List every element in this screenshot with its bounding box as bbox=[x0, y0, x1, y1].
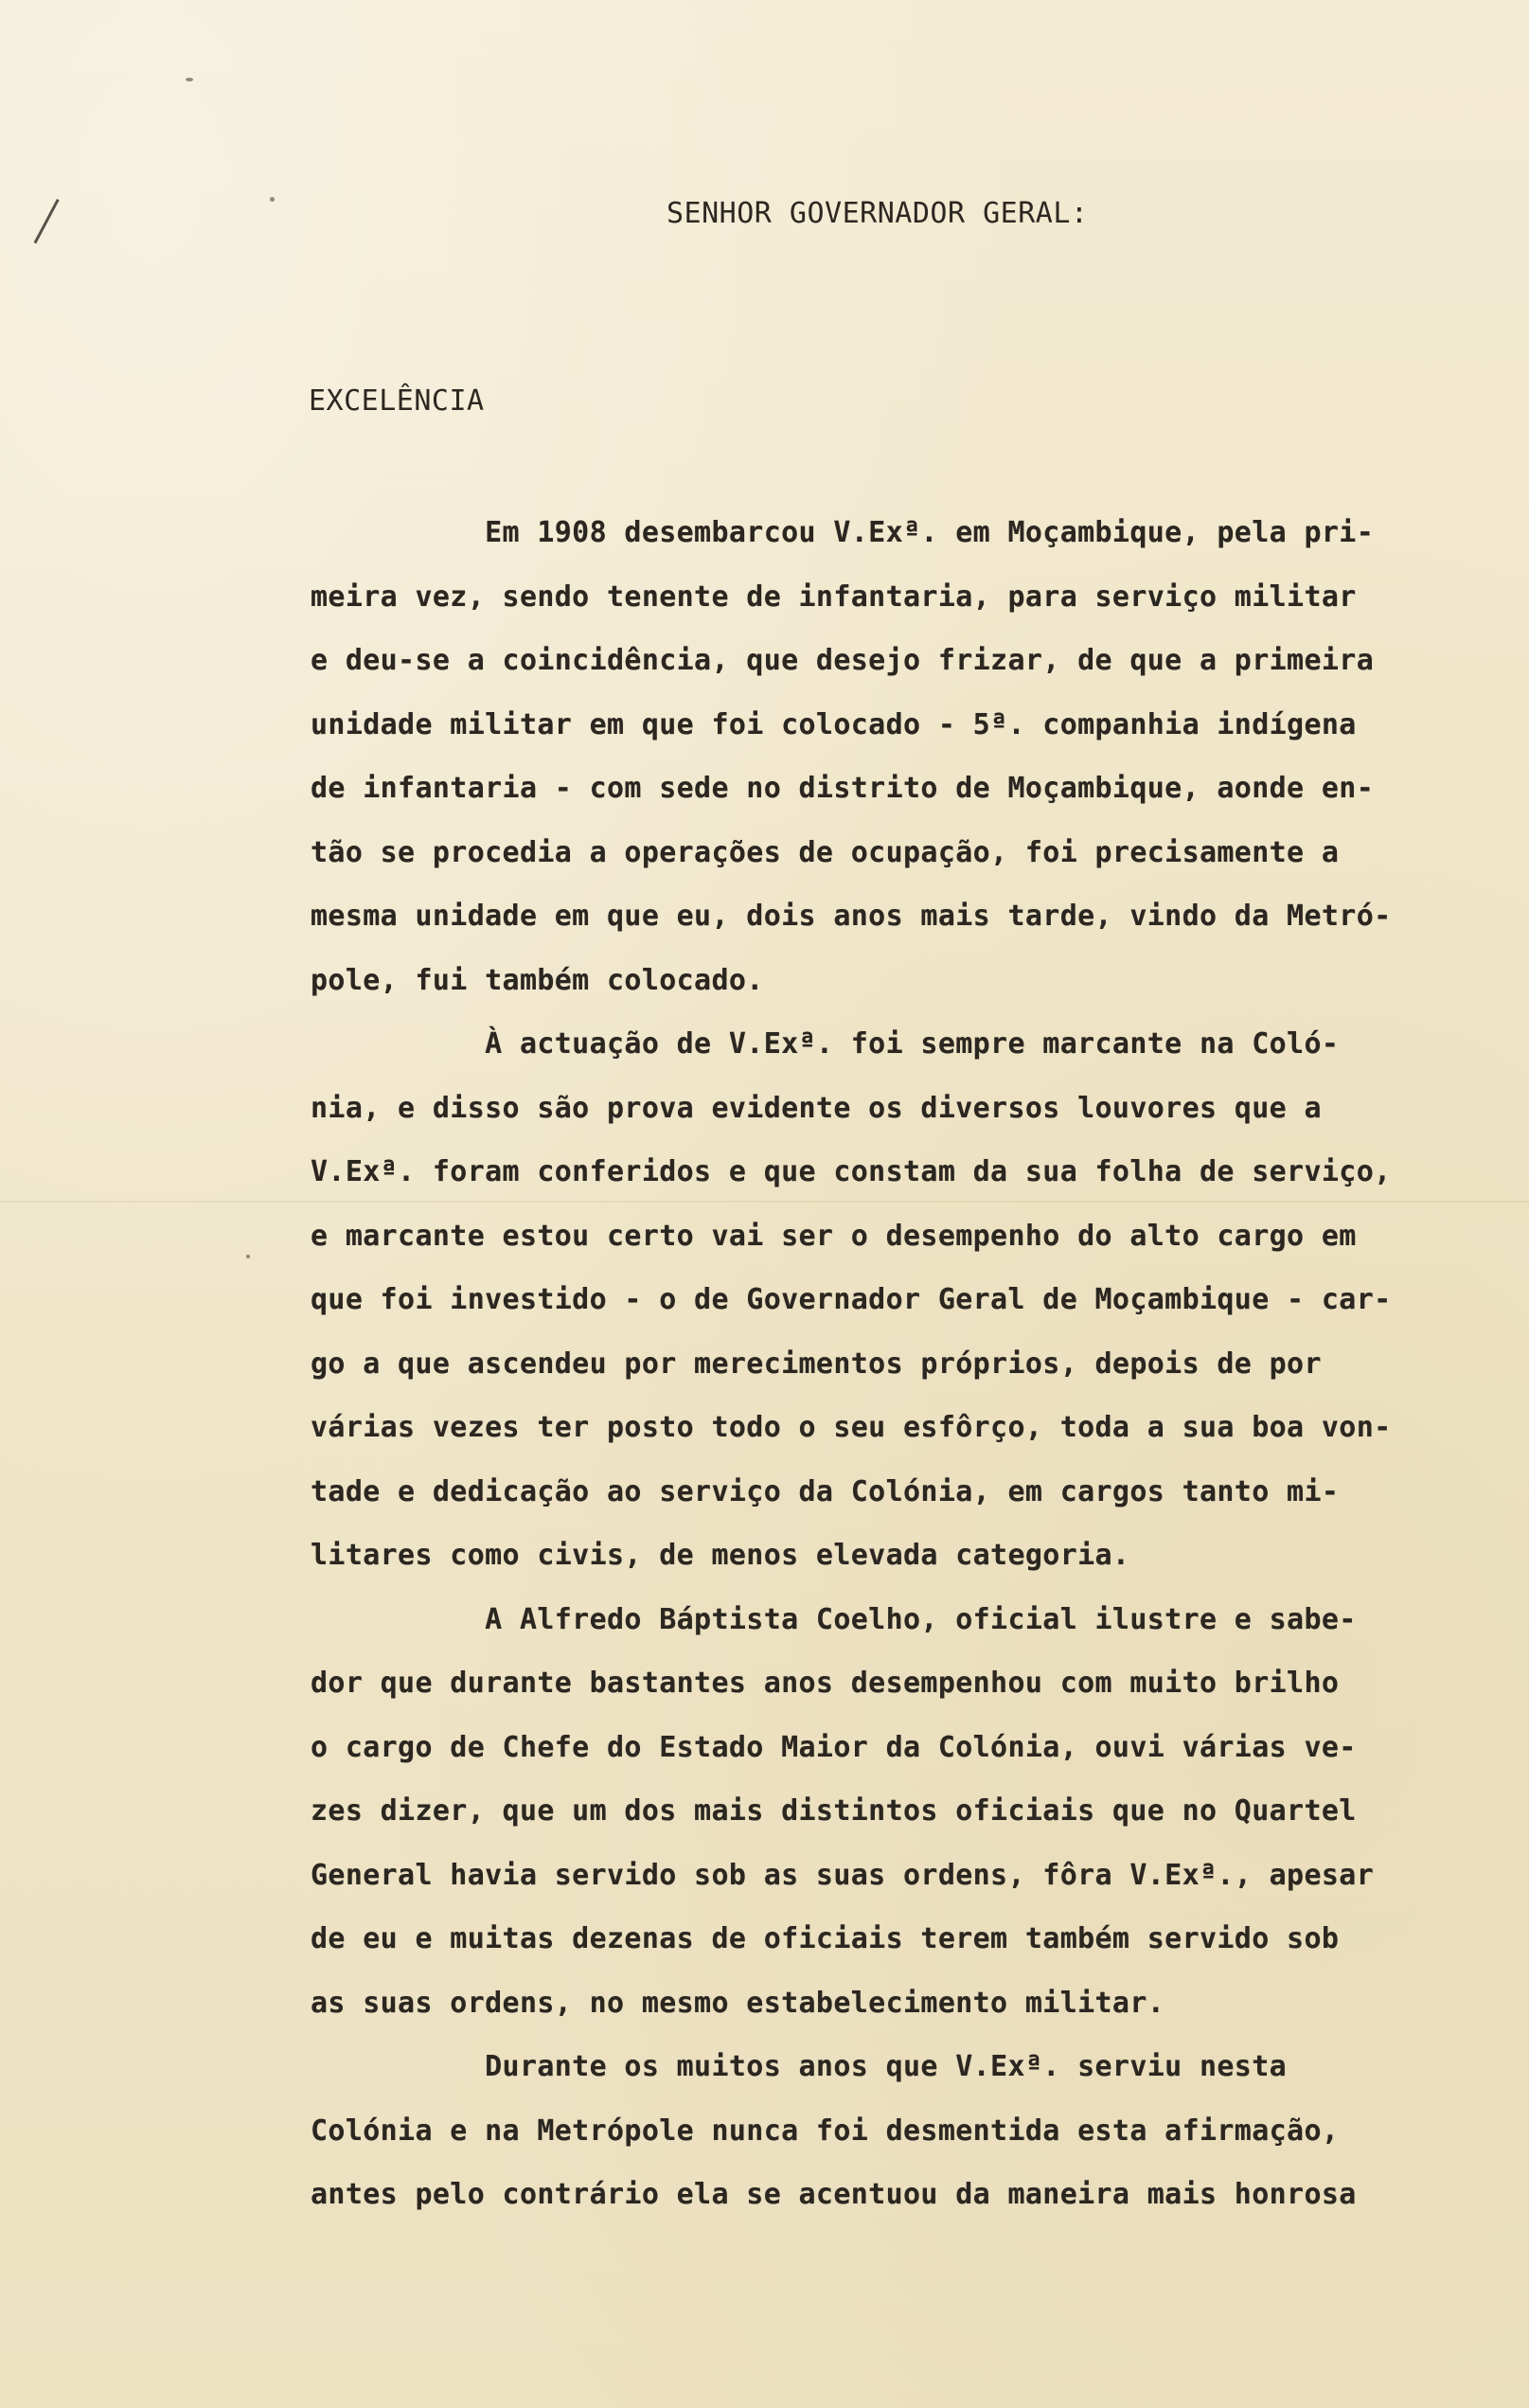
body-line: que foi investido - o de Governador Geral de Moçambique - car- bbox=[311, 1283, 1392, 1316]
body-line: e deu-se a coincidência, que desejo frizar, de que a primeira bbox=[311, 644, 1375, 677]
body-line: tão se procedia a operações de ocupação, foi precisamente a bbox=[311, 835, 1340, 869]
paper-speck bbox=[246, 1255, 250, 1258]
body-line: litares como civis, de menos elevada categoria. bbox=[311, 1539, 1130, 1572]
body-line: Durante os muitos anos que V.Exª. serviu nesta bbox=[311, 2050, 1288, 2083]
body-line: as suas ordens, no mesmo estabelecimento militar. bbox=[311, 1986, 1165, 2020]
letter-salutation: EXCELÊNCIA bbox=[309, 384, 485, 418]
body-line: zes dizer, que um dos mais distintos oficiais que no Quartel bbox=[311, 1794, 1357, 1828]
letter-body bbox=[311, 501, 1494, 2227]
body-line: A Alfredo Báptista Coelho, oficial ilustre e sabe- bbox=[311, 1602, 1357, 1636]
body-line: À actuação de V.Exª. foi sempre marcante na Coló- bbox=[311, 1027, 1340, 1061]
body-line: unidade militar em que foi colocado - 5ª. companhia indígena bbox=[311, 707, 1357, 741]
body-line: mesma unidade em que eu, dois anos mais tarde, vindo da Metró- bbox=[311, 900, 1392, 933]
body-line: nia, e disso são prova evidente os diversos louvores que a bbox=[311, 1091, 1322, 1125]
paper-speck bbox=[270, 197, 275, 202]
letter-heading: SENHOR GOVERNADOR GERAL: bbox=[667, 197, 1089, 230]
body-line: Colónia e na Metrópole nunca foi desmentida esta afirmação, bbox=[311, 2114, 1340, 2148]
body-line: General havia servido sob as suas ordens, fôra V.Exª., apesar bbox=[311, 1858, 1375, 1892]
pencil-mark bbox=[34, 199, 60, 243]
body-line: de eu e muitas dezenas de oficiais terem também servido sob bbox=[311, 1922, 1340, 1955]
body-line: meira vez, sendo tenente de infantaria, para serviço militar bbox=[311, 580, 1357, 614]
body-line: Em 1908 desembarcou V.Exª. em Moçambique, pela pri- bbox=[311, 516, 1375, 549]
body-line: o cargo de Chefe do Estado Maior da Colónia, ouvi várias ve- bbox=[311, 1730, 1357, 1764]
body-line: antes pelo contrário ela se acentuou da maneira mais honrosa bbox=[311, 2178, 1357, 2211]
body-line: de infantaria - com sede no distrito de Moçambique, aonde en- bbox=[311, 772, 1375, 805]
body-line: pole, fui também colocado. bbox=[311, 963, 764, 997]
body-line: e marcante estou certo vai ser o desempenho do alto cargo em bbox=[311, 1219, 1357, 1253]
body-line: dor que durante bastantes anos desempenhou com muito brilho bbox=[311, 1667, 1340, 1700]
body-line: V.Exª. foram conferidos e que constam da sua folha de serviço, bbox=[311, 1155, 1392, 1188]
paper-speck bbox=[186, 78, 193, 81]
body-line: várias vezes ter posto todo o seu esfôrço, toda a sua boa von- bbox=[311, 1411, 1392, 1444]
body-line: tade e dedicação ao serviço da Colónia, em cargos tanto mi- bbox=[311, 1474, 1340, 1508]
body-line: go a que ascendeu por merecimentos próprios, depois de por bbox=[311, 1347, 1322, 1381]
